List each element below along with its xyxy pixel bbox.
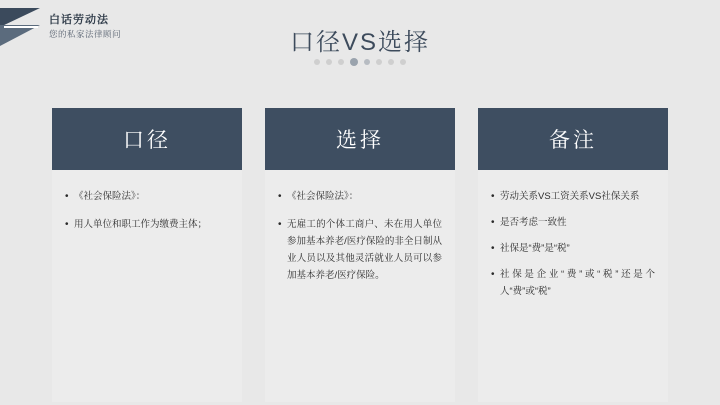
list-item-text: 社保是企业“费”或“税”还是个人“费”或“税” — [500, 269, 655, 297]
column-body — [478, 170, 668, 402]
list-item — [278, 216, 442, 284]
bullet-icon: • — [491, 269, 495, 280]
dot — [326, 59, 332, 65]
column-heading: 备注 — [478, 108, 668, 170]
column-body — [52, 170, 242, 402]
column-beizhu — [478, 108, 668, 402]
bullet-icon: • — [65, 191, 69, 202]
brand-subtitle: 您的私家法律顾问 — [49, 29, 122, 39]
list-item — [278, 188, 442, 205]
bullet-icon: • — [491, 243, 495, 254]
list-item-text: 无雇工的个体工商户、未在用人单位参加基本养老/医疗保险的非全日制从业人员以及其他灵活就业人员可以参加基本养老/医疗保险。 — [287, 219, 442, 281]
list-item-text: 是否考虑一致性 — [500, 217, 567, 228]
column-heading: 口径 — [52, 108, 242, 170]
dot — [314, 59, 320, 65]
column-kouijing — [52, 108, 242, 402]
dot — [400, 59, 406, 65]
progress-dots — [0, 58, 720, 66]
dot — [338, 59, 344, 65]
bullet-icon: • — [491, 191, 495, 202]
dot — [388, 59, 394, 65]
content-columns — [52, 108, 668, 402]
bullet-icon: • — [278, 219, 282, 230]
bullet-icon: • — [278, 191, 282, 202]
dot-active — [350, 58, 358, 66]
list-item — [491, 214, 655, 231]
bullet-icon: • — [491, 217, 495, 228]
dot — [376, 59, 382, 65]
list-item-text: 社保是“费”是“税” — [500, 243, 570, 254]
list-item-text: 《社会保险法》： — [287, 191, 359, 202]
list-item — [491, 188, 655, 205]
column-body — [265, 170, 455, 402]
list-item-text: 用人单位和职工作为缴费主体； — [74, 219, 208, 230]
list-item — [491, 266, 655, 300]
list-item-text: 劳动关系VS工资关系VS社保关系 — [500, 191, 640, 202]
list-item — [65, 216, 229, 233]
dot — [364, 59, 370, 65]
brand-title: 白话劳动法 — [49, 14, 109, 26]
column-heading: 选择 — [265, 108, 455, 170]
list-item — [65, 188, 229, 205]
list-item — [491, 240, 655, 257]
bullet-icon: • — [65, 219, 69, 230]
list-item-text: 《社会保险法》： — [74, 191, 146, 202]
page-title: 口径VS选择 — [289, 29, 430, 56]
column-xuanze — [265, 108, 455, 402]
